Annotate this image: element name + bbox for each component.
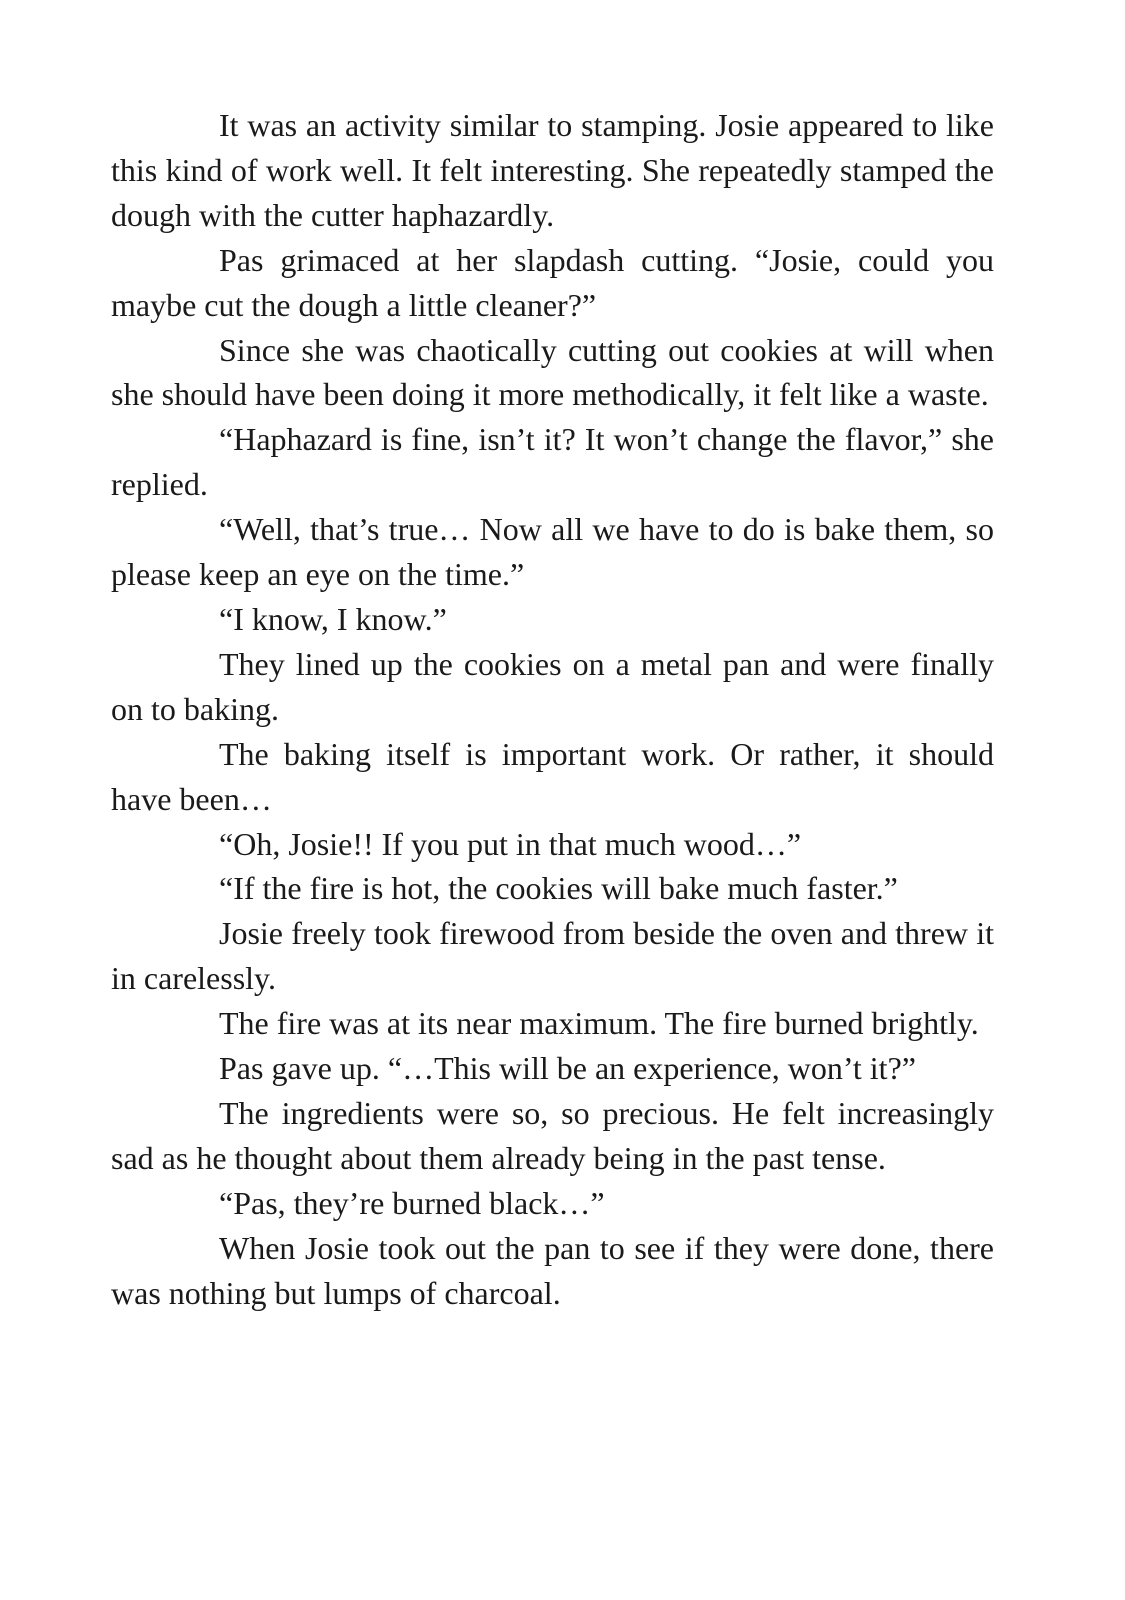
paragraph: Josie freely took firewood from beside the oven and threw it in carelessly.	[111, 915, 994, 997]
paragraph: “Pas, they’re burned black…”	[219, 1184, 605, 1221]
paragraph: The fire was at its near maximum. The fire burned brightly.	[219, 1005, 979, 1042]
paragraph: “Haphazard is fine, isn’t it? It won’t change the flavor,” she replied.	[111, 421, 994, 503]
paragraph: Since she was chaotically cutting out cookies at will when she should have been doing it more methodically, it felt like a waste.	[111, 331, 994, 413]
page-body-text	[111, 103, 994, 1315]
paragraph: “Well, that’s true… Now all we have to do is bake them, so please keep an eye on the time.”	[111, 511, 994, 593]
paragraph: “If the fire is hot, the cookies will bake much faster.”	[219, 870, 898, 907]
paragraph: Pas gave up. “…This will be an experience, won’t it?”	[219, 1050, 916, 1087]
paragraph: It was an activity similar to stamping. Josie appeared to like this kind of work well. It felt interesting. She repeatedly stamped the dough with the cutter haphazardly.	[111, 107, 994, 233]
paragraph: The ingredients were so, so precious. He felt increasingly sad as he thought about them already being in the past tense.	[111, 1094, 994, 1176]
paragraph: Pas grimaced at her slapdash cutting. “Josie, could you maybe cut the dough a little cleaner?”	[111, 241, 994, 323]
paragraph: “I know, I know.”	[219, 600, 447, 637]
paragraph: They lined up the cookies on a metal pan and were finally on to baking.	[111, 645, 994, 727]
paragraph: The baking itself is important work. Or rather, it should have been…	[111, 735, 994, 817]
paragraph: “Oh, Josie!! If you put in that much wood…”	[219, 825, 802, 862]
paragraph: When Josie took out the pan to see if they were done, there was nothing but lumps of charcoal.	[111, 1229, 994, 1311]
